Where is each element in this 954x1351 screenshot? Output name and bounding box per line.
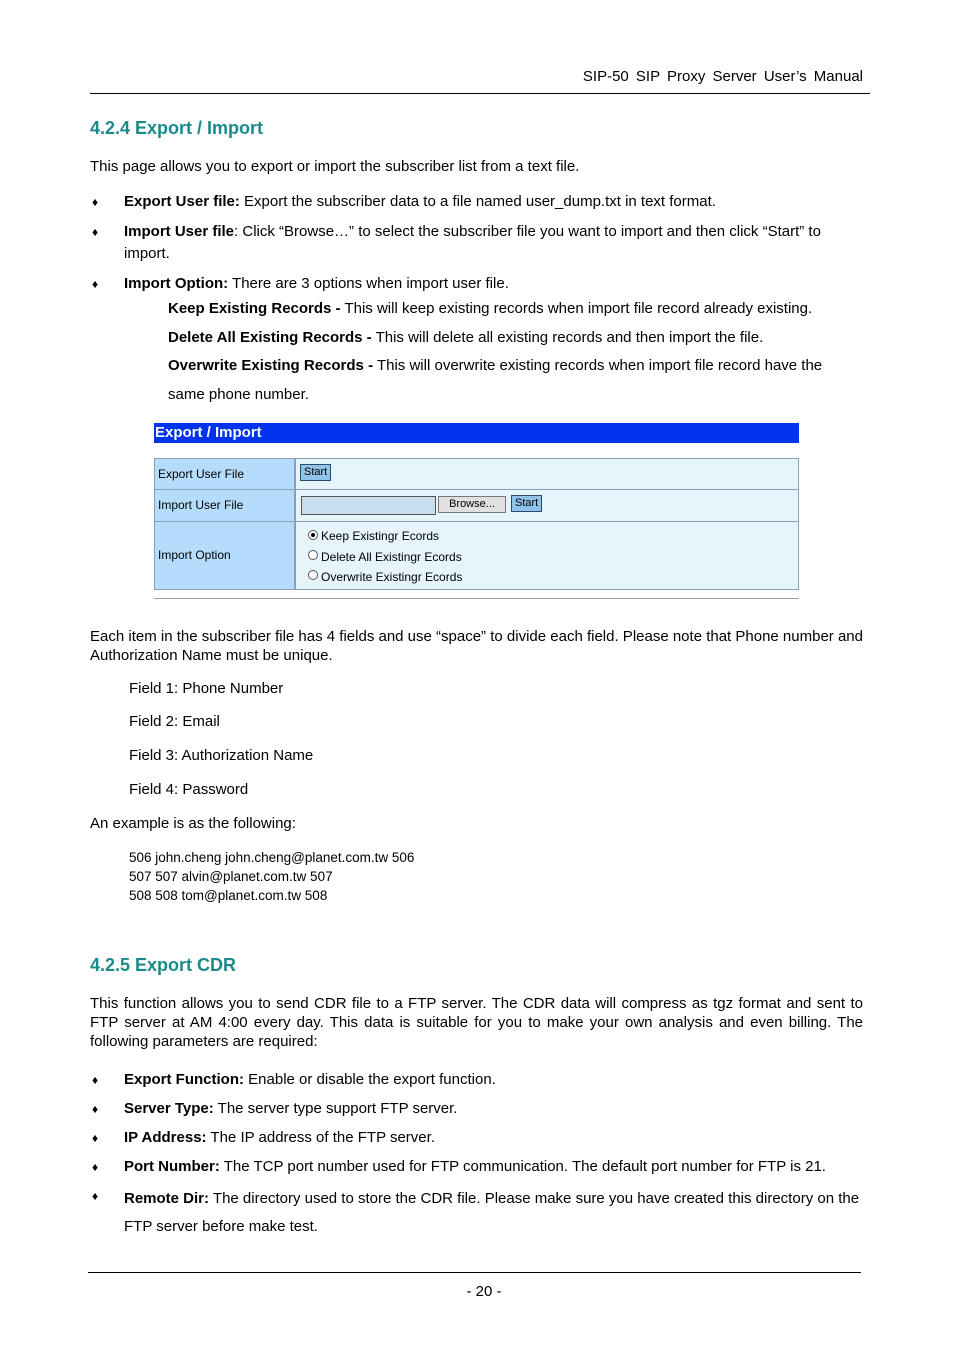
bullet-import-option: [124, 273, 864, 295]
bullet-bold: Export Function:: [124, 1071, 244, 1088]
radio-label: Overwrite Existingr Ecords: [321, 570, 463, 584]
radio-delete-all[interactable]: [308, 550, 318, 560]
bullet-export-user-file: [124, 191, 864, 213]
ui-title: Export / Import: [155, 424, 262, 441]
import-user-file-label: Import User File: [155, 490, 296, 521]
bullet-icon: ♦: [92, 1131, 99, 1145]
radio-label: Keep Existingr Ecords: [321, 529, 440, 543]
example-line: 506 john.cheng john.cheng@planet.com.tw 506: [129, 850, 415, 865]
bullet-text: : Click “Browse…” to select the subscriber file you want to import and then click “Start” to import.: [124, 223, 821, 262]
section-heading-export-import: 4.2.4 Export / Import: [90, 118, 264, 138]
bullet-text: The TCP port number used for FTP communication. The default port number for FTP is 21.: [219, 1158, 826, 1175]
option-keep-existing: [168, 300, 868, 317]
manual-header-title: SIP-50 SIP Proxy Server User’s Manual: [582, 68, 863, 85]
ui-export-import-table: [154, 458, 799, 590]
import-start-button[interactable]: Start: [511, 495, 542, 512]
export-user-file-label: Export User File: [155, 459, 296, 489]
bullet-bold: Remote Dir:: [124, 1190, 210, 1207]
option-overwrite-cont: same phone number.: [168, 386, 309, 403]
radio-overwrite[interactable]: [308, 570, 318, 580]
section2-intro: This function allows you to send CDR file to a FTP server. The CDR data will compress as tgz format and sent to FTP server at AM 4:00 every day. This data is suitable for you to make your own analysis and even billing. The following parameters are required:: [90, 995, 863, 1050]
bullet-text: The directory used to store the CDR file. Please make sure you have created this directory on the FTP server before make test.: [124, 1190, 860, 1235]
radio-label: Delete All Existingr Ecords: [321, 550, 462, 564]
example-line: 507 507 alvin@planet.com.tw 507: [129, 869, 333, 884]
section1-intro: This page allows you to export or import the subscriber list from a text file.: [90, 158, 580, 175]
bullet-text: Enable or disable the export function.: [244, 1071, 496, 1088]
bullet-export-function: [124, 1069, 864, 1091]
bullet-icon: ♦: [92, 195, 99, 209]
field-item: Field 2: Email: [129, 713, 220, 730]
bullet-server-type: [124, 1098, 864, 1120]
option-text: This will overwrite existing records when import file record have the: [373, 357, 823, 374]
bullet-bold: Import Option:: [124, 275, 229, 292]
option-text: This will keep existing records when import file record already existing.: [340, 300, 813, 317]
radio-keep-existing[interactable]: [308, 530, 318, 540]
bullet-icon: ♦: [92, 1073, 99, 1087]
example-intro: An example is as the following:: [90, 815, 296, 832]
bullet-remote-dir: [124, 1185, 864, 1241]
ui-title-bar: [154, 423, 799, 443]
bullet-bold: Port Number:: [124, 1158, 220, 1175]
field-item: Field 1: Phone Number: [129, 680, 284, 697]
bullet-icon: ♦: [92, 225, 99, 239]
option-bold: Overwrite Existing Records -: [168, 357, 374, 374]
bullet-text: The server type support FTP server.: [213, 1100, 458, 1117]
import-option-label: Import Option: [155, 522, 296, 589]
option-bold: Keep Existing Records -: [168, 300, 341, 317]
option-overwrite: [168, 357, 868, 374]
bullet-port-number: [124, 1156, 864, 1178]
export-start-button[interactable]: Start: [300, 464, 331, 481]
bullet-icon: ♦: [92, 277, 99, 291]
import-file-path-input[interactable]: [301, 496, 436, 515]
bullet-bold: Export User file:: [124, 193, 240, 210]
bullet-text: There are 3 options when import user file.: [228, 275, 509, 292]
ui-bottom-rule: [154, 598, 799, 599]
bullet-bold: Import User file: [124, 223, 235, 240]
section-heading-export-cdr: 4.2.5 Export CDR: [90, 955, 237, 975]
option-text: This will delete all existing records and then import the file.: [371, 329, 764, 346]
header-rule: [90, 93, 870, 94]
bullet-text: Export the subscriber data to a file named user_dump.txt in text format.: [239, 193, 716, 210]
bullet-ip-address: [124, 1127, 864, 1149]
footer-rule: [88, 1272, 861, 1273]
bullet-bold: IP Address:: [124, 1129, 207, 1146]
browse-button[interactable]: Browse...: [438, 496, 506, 513]
bullet-icon: ♦: [92, 1189, 99, 1203]
bullet-text: The IP address of the FTP server.: [206, 1129, 435, 1146]
bullet-icon: ♦: [92, 1160, 99, 1174]
bullet-bold: Server Type:: [124, 1100, 214, 1117]
field-item: Field 4: Password: [129, 781, 249, 798]
field-item: Field 3: Authorization Name: [129, 747, 314, 764]
example-line: 508 508 tom@planet.com.tw 508: [129, 888, 328, 903]
page-number: - 20 -: [466, 1283, 502, 1300]
option-delete-all: [168, 329, 868, 346]
option-bold: Delete All Existing Records -: [168, 329, 372, 346]
bullet-import-user-file: [124, 221, 864, 265]
bullet-icon: ♦: [92, 1102, 99, 1116]
fields-intro: Each item in the subscriber file has 4 fields and use “space” to divide each field. Please note that Phone number and Authorization Name must be unique.: [90, 628, 863, 664]
